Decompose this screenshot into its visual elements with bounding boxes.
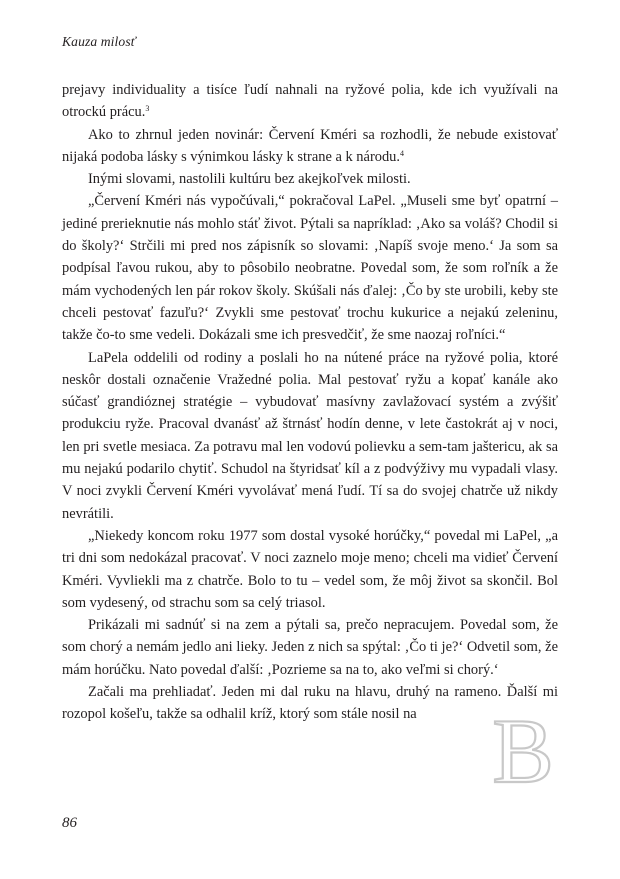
paragraph: Začali ma prehliadať. Jeden mi dal ruku na hlavu, druhý na rameno. Ďalší mi rozopol košeľu, takže sa odhalil kríž, ktorý som stále nosil na — [62, 684, 558, 723]
footnote-marker[interactable]: 3 — [145, 104, 150, 114]
paragraph: LaPela oddelili od rodiny a poslali ho na nútené práce na ryžové polia, ktoré neskôr dostali označenie Vražedné polia. Mal pestovať ryžu a kopať kanále ako súčasť grandióznej stratégie – vybudovať masívny zavlažovací systém a zvýšiť produkciu ryže. Pracoval dvanásť až štrnásť hodín denne, v lete častokrát aj v noci, len pri svetle mesiaca. Za potravu mal len vodovú polievku a sem-tam jaštericu, ak sa mu nejakú podarilo chytiť. Schudol na štyridsať kíl a z podvýživy mu vypadali vlasy. V noci zvykli Červení Kméri vyvolávať mená ľudí. Tí sa do svojej chatrče už nikdy nevrátili. — [62, 349, 558, 522]
paragraph: Inými slovami, nastolili kultúru bez akejkoľvek milosti. — [88, 171, 411, 188]
body-text — [62, 79, 558, 726]
footnote-marker[interactable]: 4 — [400, 148, 405, 158]
watermark-letter: B — [492, 712, 554, 796]
paragraph: „Niekedy koncom roku 1977 som dostal vysoké horúčky,“ povedal mi LaPel, „a tri dni som nedokázal pracovať. V noci zaznelo moje meno; chceli ma vidieť Červení Kméri. Vyvliekli ma z chatrče. Bolo to tu – vedel som, že môj život sa skončil. Bol som vydesený, od strachu som sa celý triasol. — [62, 527, 558, 611]
running-title: Kauza milosť — [62, 34, 136, 49]
watermark-b-svg — [488, 712, 558, 796]
paragraph: Prikázali mi sadnúť si na zem a pýtali sa, prečo nepracujem. Povedal som, že som chorý a nemám jedlo ani lieky. Jeden z nich sa spýtal: ‚Čo ti je?‘ Odvetil som, že mám horúčku. Nato povedal ďalší: ‚Pozrieme sa na to, ako veľmi si chorý.‘ — [62, 617, 558, 678]
paragraph: Ako to zhrnul jeden novinár: Červení Kméri sa rozhodli, že nebude existovať nijaká podoba lásky s výnimkou lásky k strane a k národu.$^4$ — [62, 126, 558, 165]
paragraph: prejavy individuality a tisíce ľudí nahnali na ryžové polia, kde ich využívali na otrockú prácu.$^3$ — [62, 82, 558, 121]
paragraph: „Červení Kméri nás vypočúvali,“ pokračoval LaPel. „Museli sme byť opatrní – jediné prerieknutie nás mohlo stáť život. Pýtali sa napríklad: ‚Ako sa voláš? Chodil si do školy?‘ Strčili mi pred nos zápisník so slovami: ‚Napíš svoje meno.‘ Ja som sa podpísal ľavou rukou, aby to pôsobilo neobratne. Povedal som, že som roľník a že mám vychodených len pár rokov školy. Skúšali nás ďalej: ‚Čo by ste urobili, keby ste chceli pestovať fazuľu?‘ Zvykli sme pestovať trochu kukurice a nejakú zeleninu, takže čo-to sme vedeli. Dokázali sme ich presvedčiť, že sme naozaj roľníci.“ — [62, 193, 558, 344]
page-number: 86 — [62, 815, 77, 831]
publisher-logo-b-icon — [488, 712, 558, 796]
